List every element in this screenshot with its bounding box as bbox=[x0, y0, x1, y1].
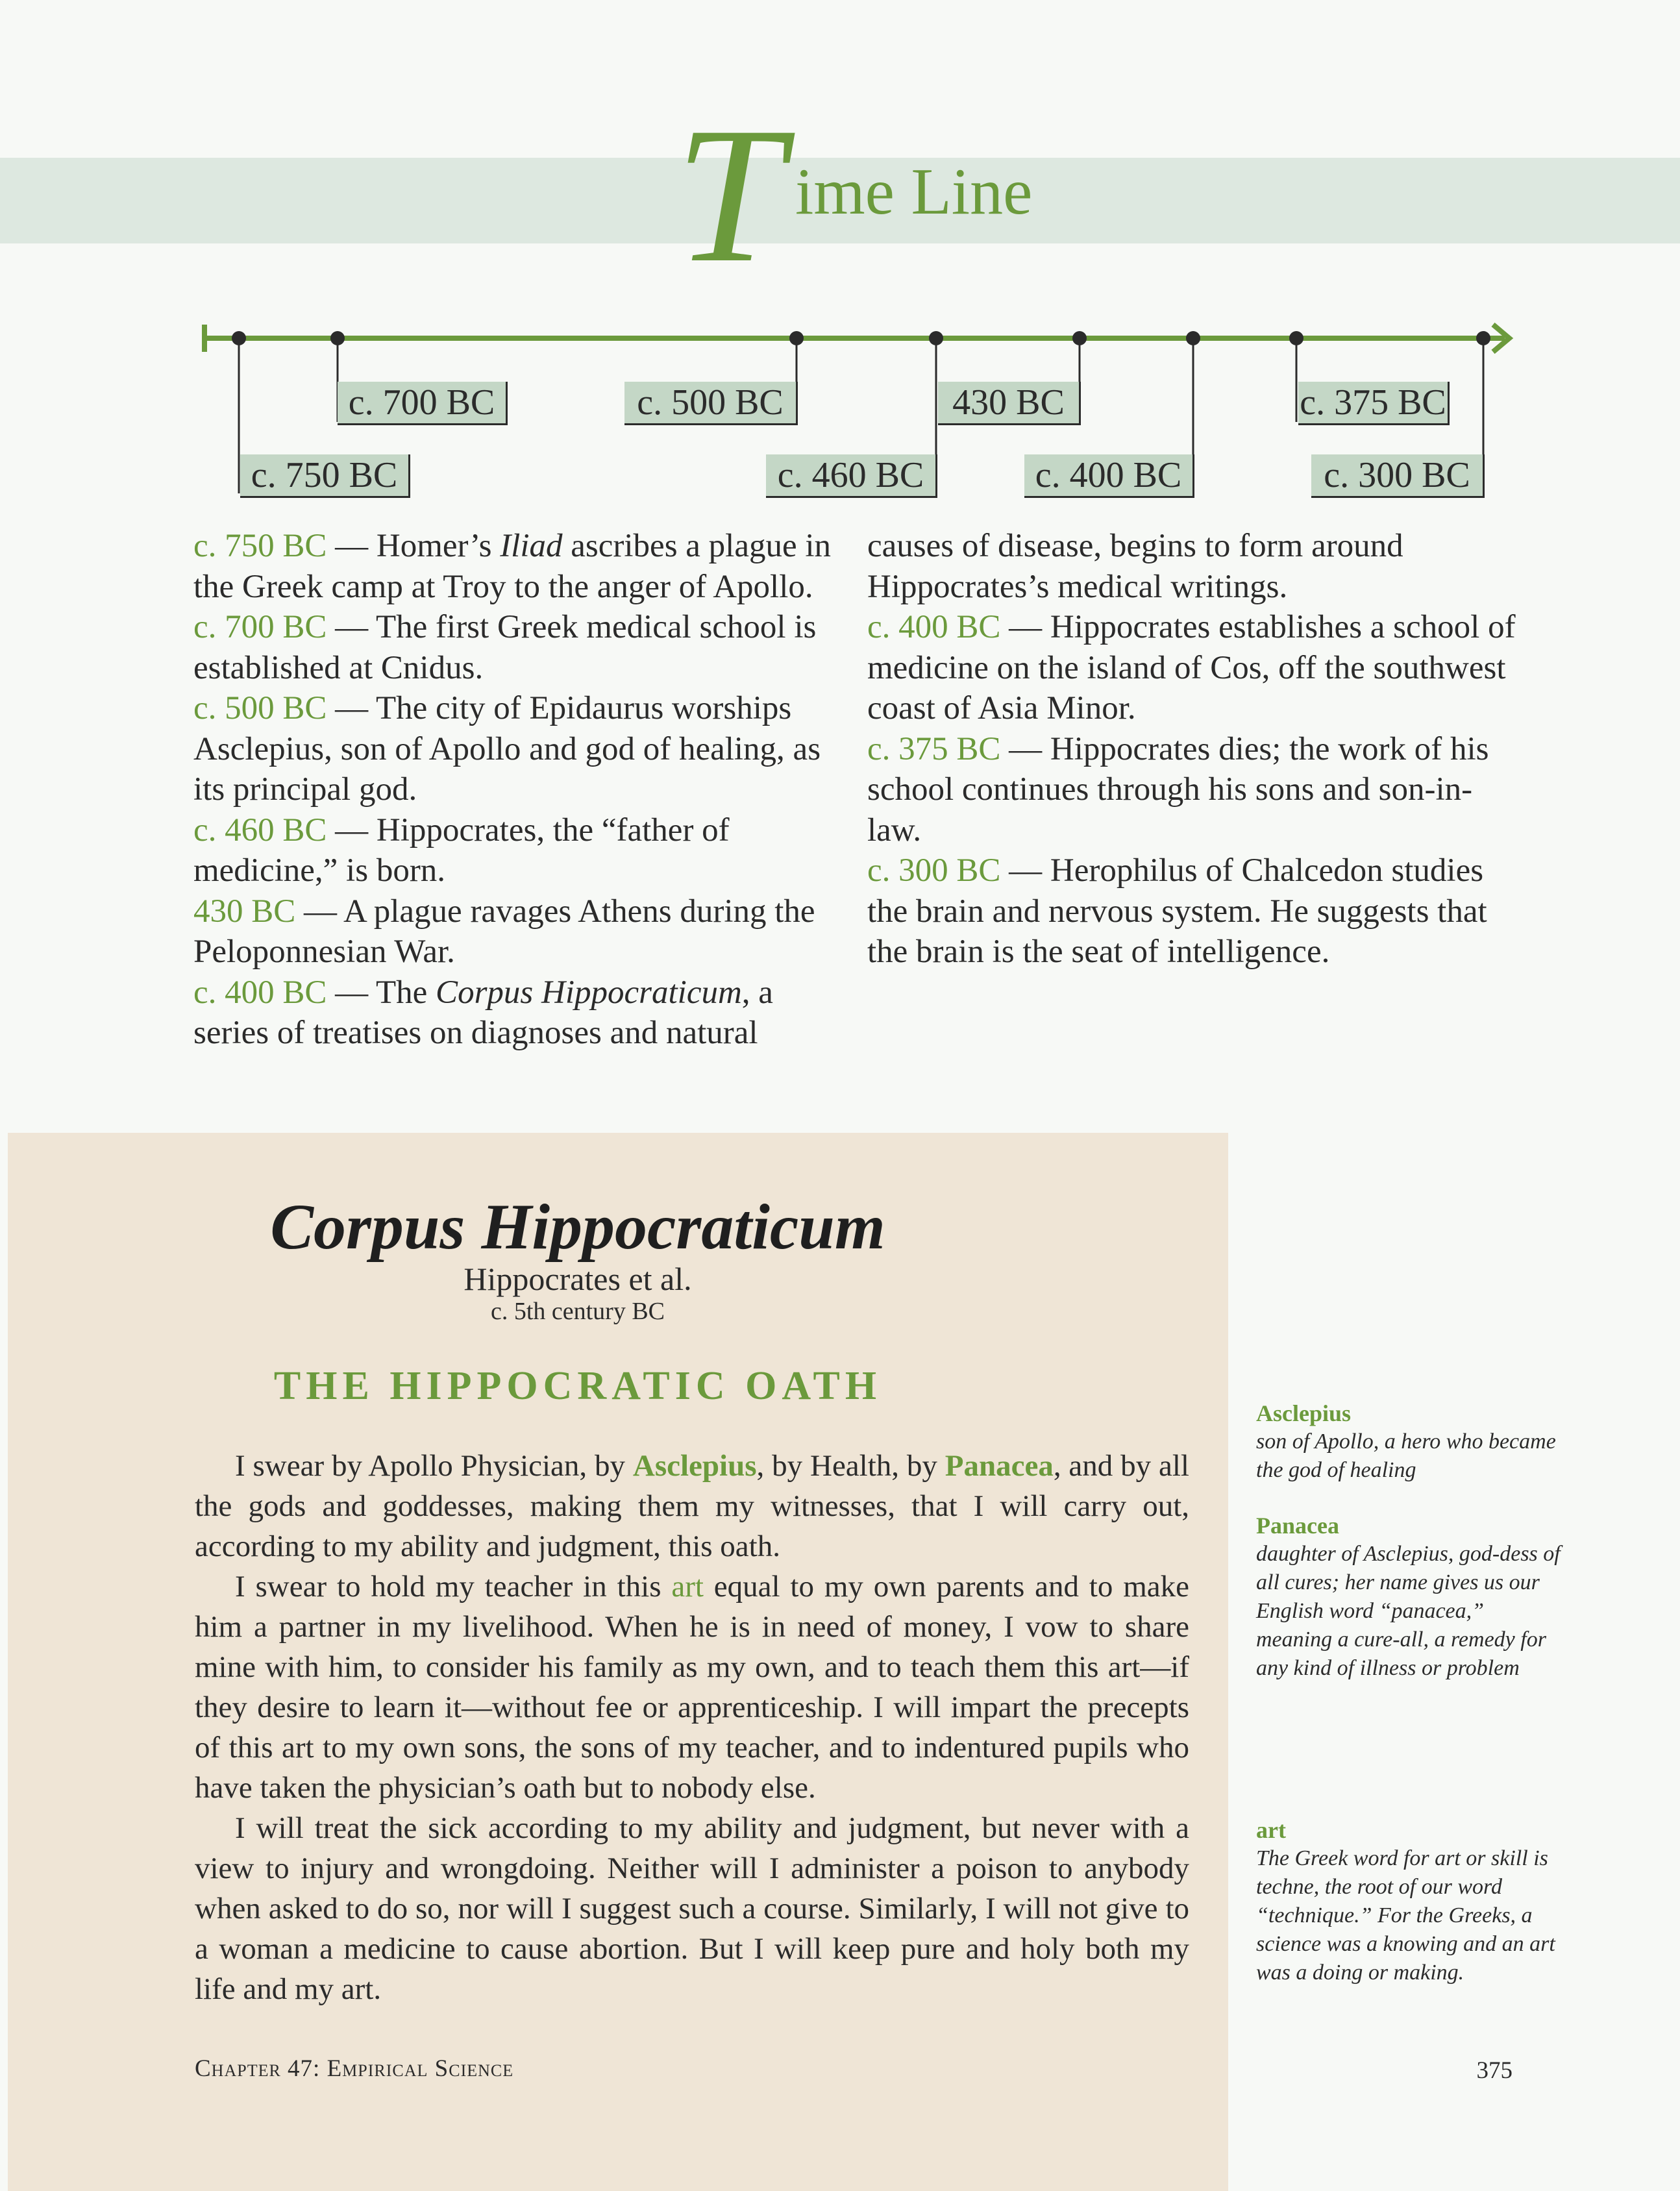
timeline-entry bbox=[193, 688, 843, 810]
glossary-term: Asclepius bbox=[632, 1449, 757, 1483]
reading-author: Hippocrates et al. bbox=[463, 1261, 692, 1297]
timeline-entry bbox=[193, 810, 843, 891]
glossary-term: art bbox=[1256, 1817, 1286, 1843]
entry-text: — The city of Epidaurus worships Asclepius, son of Apollo and god of healing, as its principal god. bbox=[193, 690, 821, 808]
entry-date: c. 500 BC bbox=[193, 690, 327, 726]
oath-paragraph bbox=[195, 1566, 1189, 1808]
glossary-entry bbox=[1256, 1399, 1561, 1485]
entry-date: c. 400 BC bbox=[867, 609, 1001, 645]
glossary-definition: daughter of Asclepius, god-dess of all cures; her name gives us our English word “panacea,” meaning a cure-all, a remedy for any kind of illness or problem bbox=[1256, 1542, 1561, 1680]
timeline-date-lower: c. 460 BC bbox=[766, 454, 937, 498]
entry-date: 430 BC bbox=[193, 893, 296, 930]
oath-paragraph bbox=[195, 1446, 1189, 1566]
timeline-date-lower: c. 300 BC bbox=[1311, 454, 1485, 498]
chapter-footer: Chapter 47: Empirical Science bbox=[195, 2055, 514, 2082]
timeline-date-upper: 430 BC bbox=[938, 382, 1081, 425]
glossary-term: Asclepius bbox=[1256, 1400, 1352, 1426]
glossary-definition: The Greek word for art or skill is techne, the root of our word “technique.” For the Greeks, a science was a knowing and an art was a doing or making. bbox=[1256, 1846, 1555, 1985]
paragraph-text: equal to my own parents and to make him a partner in my livelihood. When he is in need of money, I vow to share mine with him, to consider his family as my own, and to teach them this art—if they desire to learn it—without fee or apprenticeship. I will impart the precepts of this art to my own sons, the sons of my teacher, and to indentured pupils who have taken the physician’s oath but to nobody else. bbox=[195, 1570, 1189, 1805]
glossary-definition: son of Apollo, a hero who became the god of healing bbox=[1256, 1430, 1556, 1482]
glossary-entry bbox=[1256, 1511, 1561, 1683]
entry-italic: Corpus Hippocraticum bbox=[436, 974, 742, 1011]
paragraph-text: I swear to hold my teacher in this bbox=[235, 1570, 672, 1603]
timeline-entry bbox=[193, 607, 843, 688]
glossary-term: Panacea bbox=[1256, 1513, 1339, 1539]
timeline-date-upper: c. 700 BC bbox=[338, 382, 508, 425]
glossary-entry bbox=[1256, 1816, 1561, 1987]
entry-date: c. 460 BC bbox=[193, 811, 327, 848]
entry-text: — Hippocrates dies; the work of his school continues through his sons and son-in-law. bbox=[867, 730, 1489, 848]
entry-date: c. 750 BC bbox=[193, 528, 327, 564]
oath-body bbox=[195, 1446, 1189, 2009]
section-heading: THE HIPPOCRATIC OATH bbox=[273, 1364, 882, 1408]
entry-text: — Hippocrates, the “father of medicine,” is born. bbox=[193, 811, 730, 889]
timeline-entry bbox=[193, 526, 843, 607]
entry-date: c. 400 BC bbox=[193, 974, 327, 1011]
timeline-entries-right bbox=[867, 526, 1516, 972]
paragraph-text: I swear by Apollo Physician, by bbox=[235, 1449, 633, 1483]
entry-text: causes of disease, begins to form around Hippocrates’s medical writings. bbox=[867, 528, 1403, 605]
entry-text: — A plague ravages Athens during the Peloponnesian War. bbox=[193, 893, 815, 970]
entry-date: c. 300 BC bbox=[867, 852, 1001, 889]
paragraph-text: , by Health, by bbox=[756, 1449, 945, 1483]
glossary-term: art bbox=[671, 1570, 704, 1603]
entry-text: — Hippocrates establishes a school of medicine on the island of Cos, off the southwest coast of Asia Minor. bbox=[867, 609, 1516, 726]
page-number: 375 bbox=[1476, 2057, 1513, 2084]
entry-date: c. 700 BC bbox=[193, 609, 327, 645]
entry-italic: Iliad bbox=[500, 528, 563, 564]
title-initial: T bbox=[675, 87, 784, 303]
entry-text: — The first Greek medical school is established at Cnidus. bbox=[193, 609, 817, 686]
entry-text: , a series of treatises on diagnoses and natural bbox=[193, 974, 773, 1051]
timeline-date-upper: c. 500 BC bbox=[624, 382, 798, 425]
reading-date: c. 5th century BC bbox=[490, 1298, 665, 1325]
torn-edge bbox=[1207, 1133, 1246, 2191]
timeline-entry bbox=[867, 850, 1516, 972]
entry-text: — Homer’s bbox=[327, 528, 500, 564]
reading-title: Corpus Hippocraticum bbox=[270, 1191, 885, 1263]
entry-text: — Herophilus of Chalcedon studies the brain and nervous system. He suggests that the brain is the seat of intelligence. bbox=[867, 852, 1487, 970]
glossary-term: Panacea bbox=[945, 1449, 1054, 1483]
timeline-date-lower: c. 400 BC bbox=[1024, 454, 1194, 498]
timeline-entry bbox=[193, 972, 843, 1054]
oath-paragraph: I will treat the sick according to my ability and judgment, but never with a view to injury and wrongdoing. Neither will I administer a poison to anybody when asked to do so, nor will I suggest such a course. Similarly, I will not give to a woman a medicine to cause abortion. But I will keep pure and holy both my life and my art. bbox=[195, 1811, 1189, 2006]
timeline-entry bbox=[867, 526, 1516, 607]
page-title: ime Line bbox=[795, 155, 1033, 229]
entry-text: — The bbox=[327, 974, 436, 1011]
entry-date: c. 375 BC bbox=[867, 730, 1001, 767]
timeline-date-upper: c. 375 BC bbox=[1298, 382, 1450, 425]
timeline-date-lower: c. 750 BC bbox=[240, 454, 410, 498]
timeline-entry bbox=[867, 729, 1516, 851]
paragraph-text: , and by all the gods and goddesses, making them my witnesses, that I will carry out, according to my ability and judgment, this oath. bbox=[195, 1449, 1189, 1563]
timeline-entry bbox=[193, 891, 843, 972]
timeline-entry bbox=[867, 607, 1516, 729]
entry-text: ascribes a plague in the Greek camp at Troy to the anger of Apollo. bbox=[193, 528, 832, 605]
timeline-entries-left bbox=[193, 526, 843, 1054]
